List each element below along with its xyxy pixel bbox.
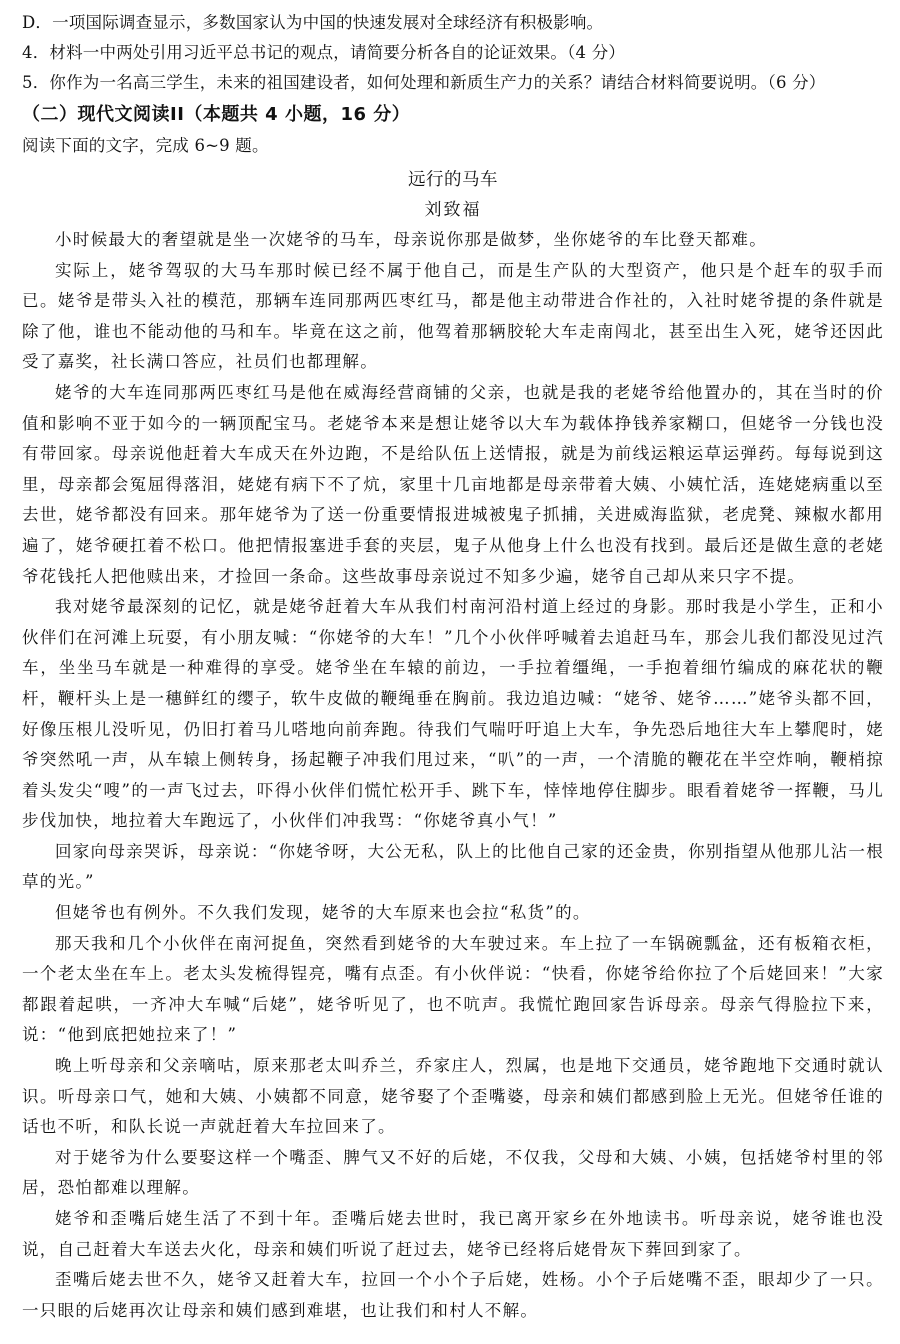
article-paragraph: 姥爷的大车连同那两匹枣红马是他在威海经营商铺的父亲，也就是我的老姥爷给他置办的，其在当时的价值和影响不亚于如今的一辆顶配宝马。老姥爷本来是想让姥爷以大车为载体挣钱养家糊口，但姥爷一分钱也没有带回家。母亲说他赶着大车成天在外边跑，不是给队伍上送情报，就是为前线运粮运草运弹药。每每说到这里，母亲都会冤屈得落泪，姥姥有病下不了炕，家里十几亩地都是母亲带着大姨、小姨忙活，连姥姥病重以至去世，姥爷都没有回来。那年姥爷为了送一份重要情报进城被鬼子抓捕，关进威海监狱，老虎凳、辣椒水都用遍了，姥爷硬扛着不松口。他把情报塞进手套的夹层，鬼子从他身上什么也没有找到。最后还是做生意的老姥爷花钱托人把他赎出来，才捡回一条命。这些故事母亲说过不知多少遍，姥爷自己却从来只字不提。 [22, 382, 884, 586]
article-paragraph: 小时候最大的奢望就是坐一次姥爷的马车，母亲说你那是做梦，坐你姥爷的车比登天都难。 [55, 230, 767, 249]
question-option-d: D．一项国际调查显示，多数国家认为中国的快速发展对全球经济有积极影响。 [22, 13, 604, 32]
article-title: 远行的马车 [408, 170, 498, 190]
article-paragraph: 实际上，姥爷驾驭的大马车那时候已经不属于他自己，而是生产队的大型资产，他只是个赶车的驭手而已。姥爷是带头入社的模范，那辆车连同那两匹枣红马，都是他主动带进合作社的，入社时姥爷提的条件就是除了他，谁也不能动他的马和车。毕竟在这之前，他驾着那辆胶轮大车走南闯北，甚至出生入死，姥爷还因此受了嘉奖，社长满口答应，社员们也都理解。 [22, 260, 884, 372]
article-paragraph: 对于姥爷为什么要娶这样一个嘴歪、脾气又不好的后姥，不仅我，父母和大姨、小姨，包括姥爷村里的邻居，恐怕都难以理解。 [22, 1147, 884, 1198]
section-title: （二）现代文阅读II（本题共 4 小题，16 分） [22, 104, 411, 125]
article-author: 刘致福 [424, 200, 482, 220]
article-paragraph: 回家向母亲哭诉，母亲说：“你姥爷呀，大公无私，队上的比他自己家的还金贵，你别指望从他那儿沾一根草的光。” [22, 841, 884, 892]
article-paragraph: 姥爷和歪嘴后姥生活了不到十年。歪嘴后姥去世时，我已离开家乡在外地读书。听母亲说，姥爷谁也没说，自己赶着大车送去火化，母亲和姨们听说了赶过去，姥爷已经将后姥骨灰下葬回到家了。 [22, 1209, 884, 1259]
question-5: 5．你作为一名高三学生，未来的祖国建设者，如何处理和新质生产力的关系？请结合材料简要说明。（6 分） [22, 73, 826, 92]
section-intro: 阅读下面的文字，完成 6~9 题。 [22, 136, 269, 155]
question-4: 4．材料一中两处引用习近平总书记的观点，请简要分析各自的论证效果。（4 分） [22, 43, 626, 62]
article-paragraph: 但姥爷也有例外。不久我们发现，姥爷的大车原来也会拉“私货”的。 [55, 903, 591, 923]
article-paragraph: 晚上听母亲和父亲嘀咕，原来那老太叫乔兰，乔家庄人，烈属，也是地下交通员，姥爷跑地下交通时就认识。听母亲口气，她和大姨、小姨都不同意，姥爷娶了个歪嘴婆，母亲和姨们都感到脸上无光。但姥爷任谁的话也不听，和队长说一声就赶着大车拉回来了。 [22, 1056, 884, 1137]
article-paragraph: 那天我和几个小伙伴在南河捉鱼，突然看到姥爷的大车驶过来。车上拉了一车锅碗瓢盆，还有板箱衣柜，一个老太坐在车上。老太头发梳得锃亮，嘴有点歪。有小伙伴说：“快看，你姥爷给你拉了个后姥回来！”大家都跟着起哄，一齐冲大车喊“后姥”，姥爷听见了，也不吭声。我慌忙跑回家告诉母亲。母亲气得脸拉下来，说：“他到底把她拉来了！” [22, 933, 884, 1045]
exam-page [22, 8, 884, 1326]
article-paragraph: 歪嘴后姥去世不久，姥爷又赶着大车，拉回一个小个子后姥，姓杨。小个子后姥嘴不歪，眼却少了一只。一只眼的后姥再次让母亲和姨们感到难堪，也让我们和村人不解。 [22, 1270, 884, 1320]
article-paragraph: 我对姥爷最深刻的记忆，就是姥爷赶着大车从我们村南河沿村道上经过的身影。那时我是小学生，正和小伙伴们在河滩上玩耍，有小朋友喊：“你姥爷的大车！”几个小伙伴呼喊着去追赶马车，那会儿我们都没见过汽车，坐坐马车就是一种难得的享受。姥爷坐在车辕的前边，一手拉着缰绳，一手抱着细竹编成的麻花状的鞭杆，鞭杆头上是一穗鲜红的缨子，软牛皮做的鞭绳垂在胸前。我边追边喊：“姥爷、姥爷……”姥爷头都不回，好像压根儿没听见，仍旧打着马儿嗒地向前奔跑。待我们气喘吁吁追上大车，争先恐后地往大车上攀爬时，姥爷突然吼一声，从车辕上侧转身，扬起鞭子冲我们甩过来，“叭”的一声，一个清脆的鞭花在半空炸响，鞭梢掠着头发尖“嗖”的一声飞过去，吓得小伙伴们慌忙松开手、跳下车，悻悻地停住脚步。眼看着姥爷一挥鞭，马儿步伐加快，地拉着大车跑远了，小伙伴们冲我骂：“你姥爷真小气！” [22, 597, 884, 831]
article-body [22, 225, 884, 1326]
